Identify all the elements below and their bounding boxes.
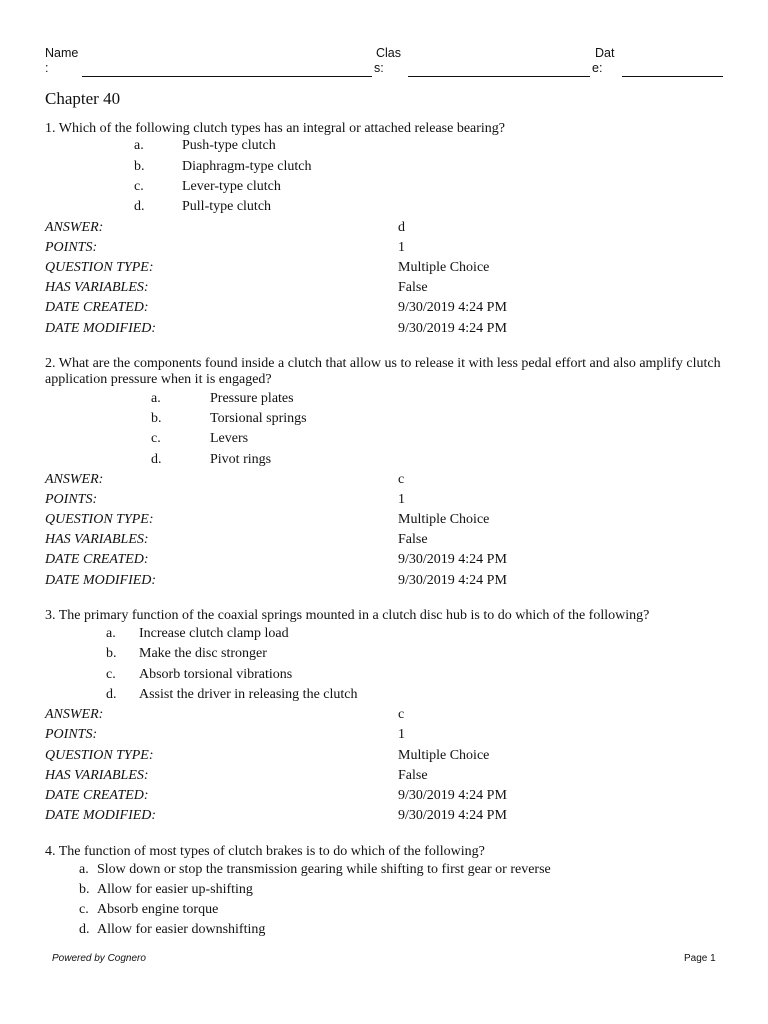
question-1-text: 1. Which of the following clutch types has an integral or attached release bearing?: [45, 121, 506, 136]
class-field-line[interactable]: [408, 76, 590, 77]
question-3-date-created: 9/30/2019 4:24 PM: [398, 788, 507, 803]
question-3-has-variables: False: [398, 768, 428, 783]
question-1-date-modified: 9/30/2019 4:24 PM: [398, 321, 507, 336]
answer-label: ANSWER:: [45, 472, 104, 487]
question-type-label: QUESTION TYPE:: [45, 260, 154, 275]
question-3-points: 1: [398, 727, 405, 742]
question-type-label: QUESTION TYPE:: [45, 512, 154, 527]
question-2-type: Multiple Choice: [398, 512, 490, 527]
question-1-has-variables: False: [398, 280, 428, 295]
points-label: POINTS:: [45, 727, 98, 742]
question-2-text: 2. What are the components found inside a clutch that allow us to release it with less pedal effort and also amplify clutch application pressure when it is engaged?: [45, 356, 721, 387]
date-modified-label: DATE MODIFIED:: [45, 808, 157, 823]
has-variables-label: HAS VARIABLES:: [45, 768, 149, 783]
answer-label: ANSWER:: [45, 707, 104, 722]
chapter-title: Chapter 40: [45, 89, 121, 108]
powered-by-footer: Powered by Cognero: [52, 953, 146, 964]
question-2-date-modified: 9/30/2019 4:24 PM: [398, 573, 507, 588]
question-3-type: Multiple Choice: [398, 748, 490, 763]
question-2-date-created: 9/30/2019 4:24 PM: [398, 552, 507, 567]
date-created-label: DATE CREATED:: [45, 300, 149, 315]
question-2-points: 1: [398, 492, 405, 507]
points-label: POINTS:: [45, 492, 98, 507]
has-variables-label: HAS VARIABLES:: [45, 532, 149, 547]
date-created-label: DATE CREATED:: [45, 552, 149, 567]
points-label: POINTS:: [45, 240, 98, 255]
date-modified-label: DATE MODIFIED:: [45, 321, 157, 336]
date-field-line[interactable]: [622, 76, 723, 77]
question-1-answer: d: [398, 220, 405, 235]
question-4-text: 4. The function of most types of clutch brakes is to do which of the following?: [45, 844, 485, 859]
name-field-line[interactable]: [82, 76, 372, 77]
has-variables-label: HAS VARIABLES:: [45, 280, 149, 295]
page-number: Page 1: [684, 953, 716, 964]
date-modified-label: DATE MODIFIED:: [45, 573, 157, 588]
question-3-date-modified: 9/30/2019 4:24 PM: [398, 808, 507, 823]
class-label: Clas s:: [374, 46, 402, 75]
answer-label: ANSWER:: [45, 220, 104, 235]
date-label: Dat e:: [592, 46, 615, 75]
question-2-answer: c: [398, 472, 405, 487]
question-1-type: Multiple Choice: [398, 260, 490, 275]
name-label: Name :: [45, 46, 79, 75]
question-2-has-variables: False: [398, 532, 428, 547]
question-type-label: QUESTION TYPE:: [45, 748, 154, 763]
question-3-text: 3. The primary function of the coaxial springs mounted in a clutch disc hub is to do which of the following?: [45, 608, 650, 623]
question-3-answer: c: [398, 707, 405, 722]
question-1-points: 1: [398, 240, 405, 255]
date-created-label: DATE CREATED:: [45, 788, 149, 803]
question-1-date-created: 9/30/2019 4:24 PM: [398, 300, 507, 315]
